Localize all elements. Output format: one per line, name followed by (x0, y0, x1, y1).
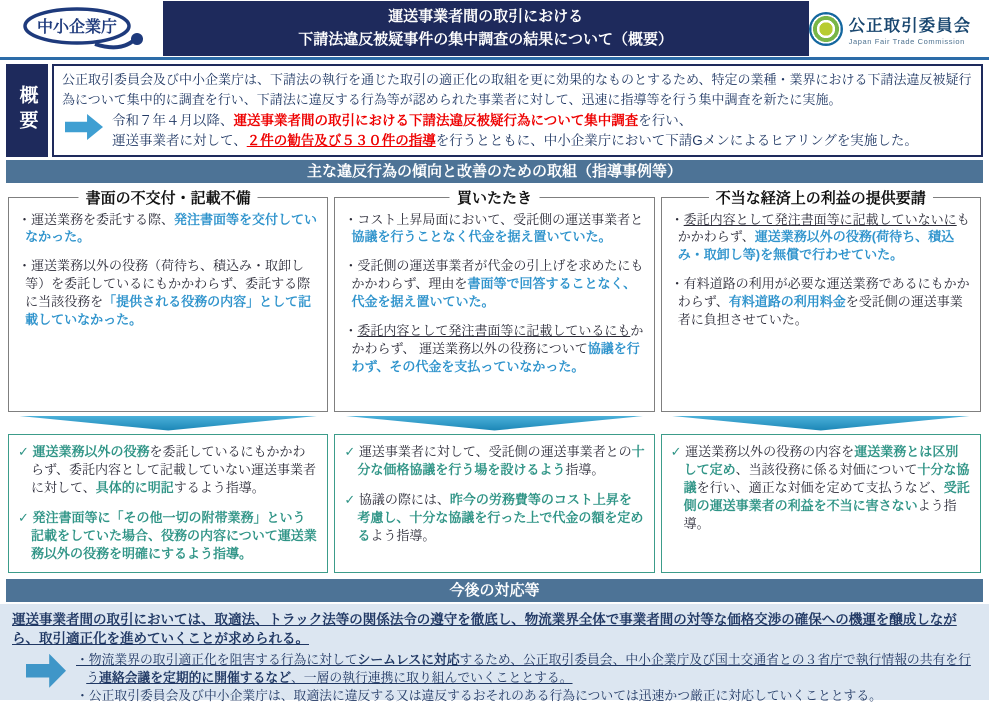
violation-item: ・運送業務以外の役務（荷待ち、積込み・取卸し等）を委託しているにもかかわらず、委託する際に当該役務を「提供される役務の内容」として記載していなかった。 (18, 258, 312, 328)
violation-item: ・運送業務を委託する際、発注書面等を交付していなかった。 (18, 211, 318, 245)
chevron-cell (334, 416, 654, 431)
violation-column-title: 不当な経済上の利益の提供要請 (709, 187, 933, 208)
overview-box (52, 64, 983, 157)
violation-columns (8, 189, 981, 412)
future-bullet: ・物流業界の取引適正化を阻害する行為に対してシームレスに対応するため、公正取引委員会、中小企業庁及び国土交通省との３省庁で執行情報の共有を行う連絡会議を定期的に開催するなど、一層の執行連携に取り組んでいくこととする。 (76, 651, 971, 685)
violation-column-title: 買いたたき (450, 187, 539, 208)
guidance-boxes (8, 434, 981, 573)
right-arrow-icon (65, 114, 103, 140)
violation-box (334, 189, 654, 412)
guidance-item: ✓ 運送業務以外の役務の内容を運送業務とは区別して定め、当該役務に係る対価について十分な協議を行い、適正な対価を定めて支払うなど、受託側の運送事業者の利益を不当に害さないよう指導。 (670, 443, 970, 532)
future-section (0, 604, 989, 703)
overview-section (6, 64, 983, 157)
header-divider (0, 57, 989, 60)
violation-column-unjust-benefit (661, 189, 981, 412)
violation-item: ・委託内容として発注書面等に記載しているにもかかわらず、 運送業務以外の役務について協議を行わず、その代金を支払っていなかった。 (344, 323, 644, 375)
guidance-box-unjust-benefit (661, 434, 981, 573)
jftc-name-jp: 公正取引委員会 (848, 16, 972, 35)
violation-box (8, 189, 328, 412)
future-bullets-row (12, 651, 977, 704)
right-arrow-icon (26, 654, 66, 688)
overview-paragraph: 公正取引委員会及び中小企業庁は、下請法の執行を通じた取引の適正化の取組を更に効果的なものとするため、特定の業種・業界における下請法違反被疑行為について集中的に調査を行い、下請法に違反する行為等が認められた事業者に対して、迅速に指導等を行う集中調査を新たに実施。 (62, 72, 972, 107)
guidance-item: ✓ 運送業務以外の役務を委託しているにもかかわらず、委託内容として記載していない運送事業者に対して、具体的に明記するよう指導。 (18, 443, 316, 495)
violation-column-price-beating (334, 189, 654, 412)
down-chevron-icon (667, 416, 975, 431)
guidance-item: ✓ 発注書面等に「その他一切の附帯業務」という記載をしていた場合、役務の内容について運送業務以外の役務を明確にするよう指導。 (18, 510, 317, 562)
page-title-line2: 下請法違反被疑事件の集中調査の結果について（概要） (298, 30, 673, 48)
chevron-cell (8, 416, 328, 431)
jftc-eye-icon (809, 12, 843, 46)
down-chevron-icon (14, 416, 322, 431)
violation-column-documents (8, 189, 328, 412)
future-lead: 運送事業者間の取引においては、取適法、トラック法等の関係法令の遵守を徹底し、物流業界全体で事業者間の対等な価格交渉の確保への機運を醸成しながら、取引適正化を進めていくことが求められる。 (12, 611, 957, 647)
sme-agency-logo (12, 4, 163, 54)
sme-agency-logo-icon (17, 4, 157, 54)
overview-result-line1: 令和７年４月以降、運送事業者間の取引における下請法違反被疑行為について集中調査を行い、 (112, 113, 693, 128)
guidance-item: ✓ 運送事業者に対して、受託側の運送事業者との十分な価格協議を行う場を設けるよう指導。 (344, 443, 645, 477)
jftc-logo-text (849, 12, 972, 46)
violation-item: ・委託内容として発注書面等に記載していないにもかかわらず、運送業務以外の役務(荷待ち、積込み・取卸し等)を無償で行わせていた。 (670, 211, 970, 263)
header (0, 0, 989, 57)
down-chevrons (8, 416, 981, 431)
violation-column-title: 書面の不交付・記載不備 (79, 187, 258, 208)
violations-section-title: 主な違反行為の傾向と改善のための取組（指導事例等） (6, 160, 983, 183)
overview-arrow-row (62, 111, 973, 152)
overview-label: 概要 (6, 64, 48, 157)
guidance-box-price-beating (334, 434, 654, 573)
future-bullet: ・公正取引委員会及び中小企業庁は、取適法に違反する又は違反するおそれのある行為については迅速かつ厳正に対応していくこととする。 (76, 687, 882, 703)
jftc-name-en: Japan Fair Trade Commission (848, 36, 965, 46)
overview-result-line2: 運送事業者に対して、２件の勧告及び５３０件の指導を行うとともに、中小企業庁において下請Gメンによるヒアリングを実施した。 (112, 133, 918, 149)
svg-text:中小企業庁: 中小企業庁 (37, 18, 118, 36)
violation-box (661, 189, 981, 412)
overview-result-lines (112, 111, 918, 152)
chevron-cell (661, 416, 981, 431)
down-chevron-icon (341, 416, 649, 431)
page-title (163, 1, 809, 56)
future-bullets (76, 651, 977, 704)
violation-item: ・コスト上昇局面において、受託側の運送事業者と協議を行うことなく代金を据え置いていた。 (344, 211, 644, 245)
page-title-line1: 運送事業者間の取引における (388, 8, 584, 25)
guidance-item: ✓ 協議の際には、昨今の労務費等のコスト上昇を考慮し、十分な協議を行った上で代金の額を定めるよう指導。 (344, 491, 644, 544)
violation-item: ・有料道路の利用が必要な運送業務であるにもかかわらず、有料道路の利用料金を受託側の運送事業者に負担させていた。 (670, 276, 970, 328)
jftc-logo (809, 12, 985, 46)
future-section-title: 今後の対応等 (6, 579, 983, 602)
guidance-box-documents (8, 434, 328, 573)
violation-item: ・受託側の運送事業者が代金の引上げを求めたにもかかわらず、理由を書面等で回答することなく、代金を据え置いていた。 (344, 258, 644, 310)
